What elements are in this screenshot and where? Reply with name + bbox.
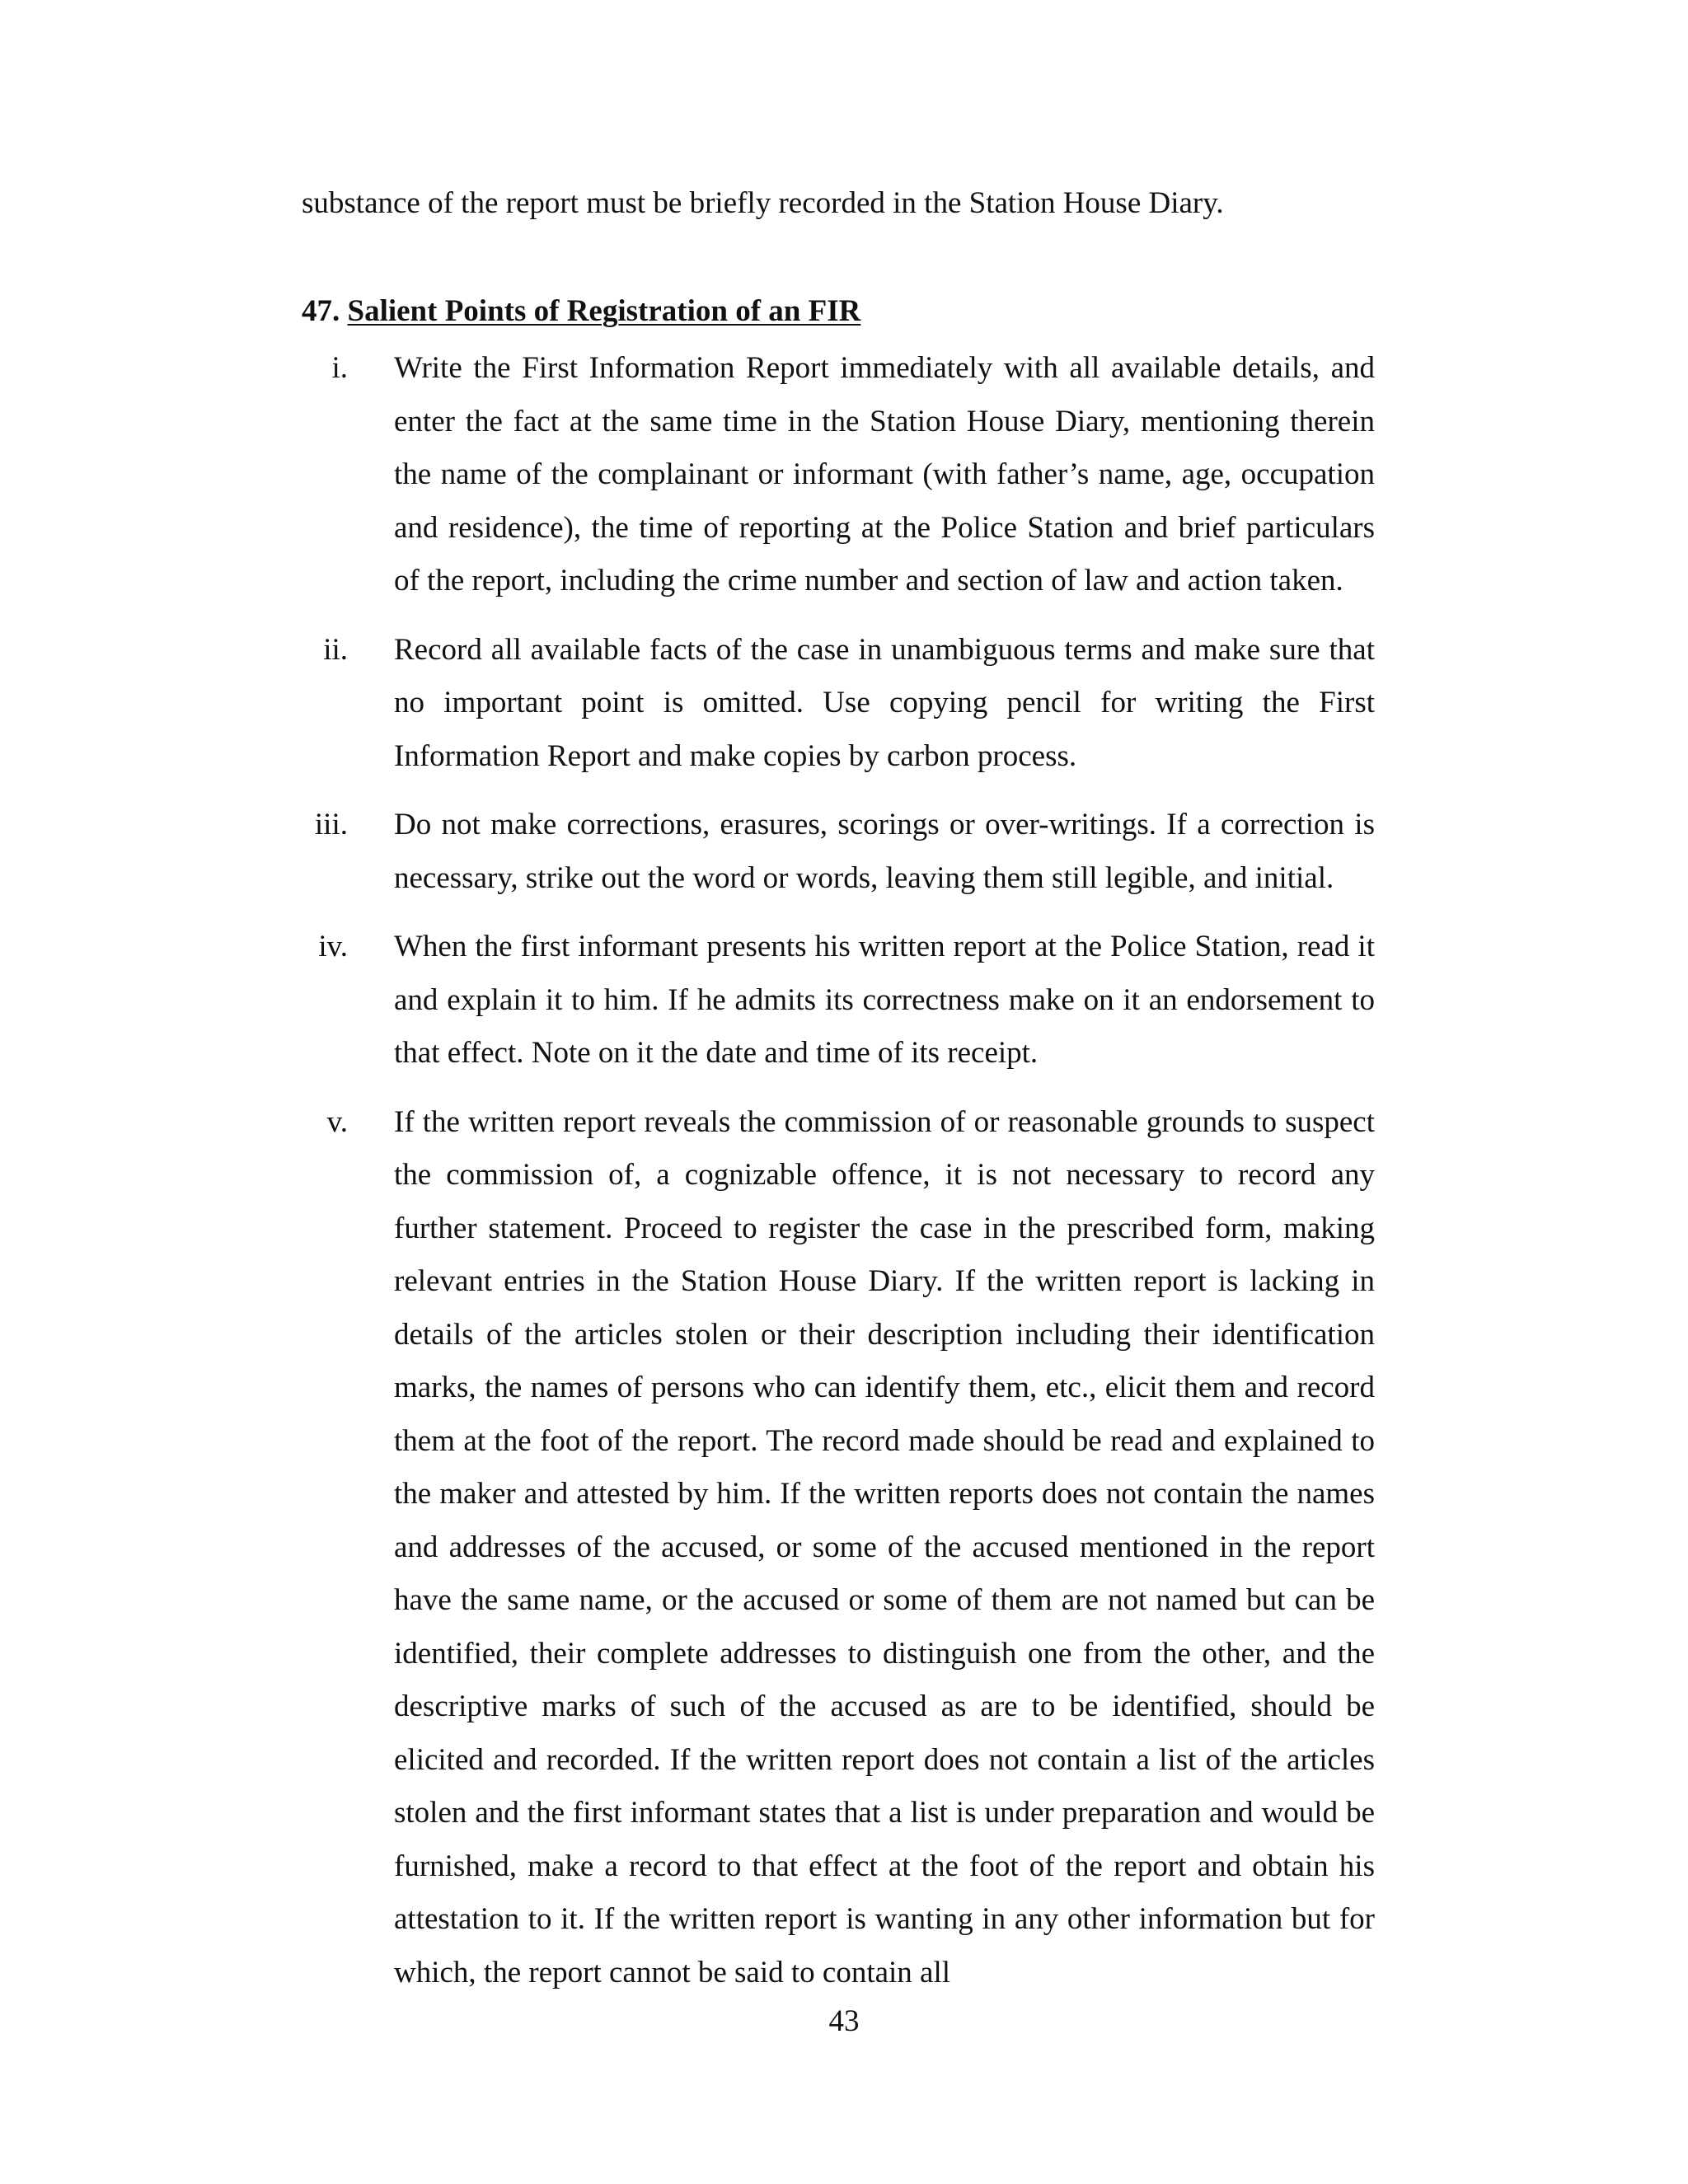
- list-item: [302, 342, 1375, 608]
- list-marker: v.: [326, 1104, 348, 1139]
- list-marker: ii.: [323, 632, 348, 667]
- list-item-text: Write the First Information Report immediately with all available details, and enter the fact at the same time in the Station House Diary, mentioning therein the name of the complainant or informant (with father’s name, age, occupation and residence), the time of reporting at the Police Station and brief particulars of the report, including the crime number and section of law and action taken.: [394, 351, 1375, 598]
- list-marker: iii.: [314, 808, 348, 841]
- section-heading: [302, 291, 860, 332]
- list-item-text: If the written report reveals the commission of or reasonable grounds to suspect the commission of, a cognizable offence, it is not necessary to record any further statement. Proceed to register the case in the prescribed form, making relevant entries in the Station House Diary. If the written report is lacking in details of the articles stolen or their description including their identification marks, the names of persons who can identify them, etc., elicit them and record them at the foot of the report. The record made should be read and explained to the maker and attested by him. If the written reports does not contain the names and addresses of the accused, or some of the accused mentioned in the report have the same name, or the accused or some of them are not named but can be identified, their complete addresses to distinguish one from the other, and the descriptive marks of such of the accused as are to be identified, should be elicited and recorded. If the written report does not contain a list of the articles stolen and the first informant states that a list is under preparation and would be furnished, make a record to that effect at the foot of the report and obtain his attestation to it. If the written report is wanting in any other information but for which, the report cannot be said to contain all: [394, 1104, 1375, 1990]
- list-item-text: Record all available facts of the case in unambiguous terms and make sure that no important point is omitted. Use copying pencil for writing the First Information Report and make copies by carbon process.: [394, 632, 1375, 773]
- carry-over-paragraph: substance of the report must be briefly recorded in the Station House Diary.: [302, 186, 1224, 220]
- list-item: [302, 624, 1375, 784]
- list-item: [302, 921, 1375, 1080]
- page-number: 43: [828, 2004, 860, 2038]
- section-title: Salient Points of Registration of an FIR: [347, 294, 861, 328]
- section-number: 47.: [302, 294, 340, 328]
- points-list: [302, 342, 1375, 2015]
- list-marker: i.: [331, 351, 348, 385]
- list-item-text: Do not make corrections, erasures, scorings or over-writings. If a correction is necessary, strike out the word or words, leaving them still legible, and initial.: [394, 808, 1375, 895]
- list-item: [302, 799, 1375, 905]
- list-item: [302, 1096, 1375, 2000]
- list-marker: iv.: [318, 930, 348, 963]
- list-item-text: When the first informant presents his written report at the Police Station, read it and explain it to him. If he admits its correctness make on it an endorsement to that effect. Note on it the date and time of its receipt.: [394, 930, 1375, 1070]
